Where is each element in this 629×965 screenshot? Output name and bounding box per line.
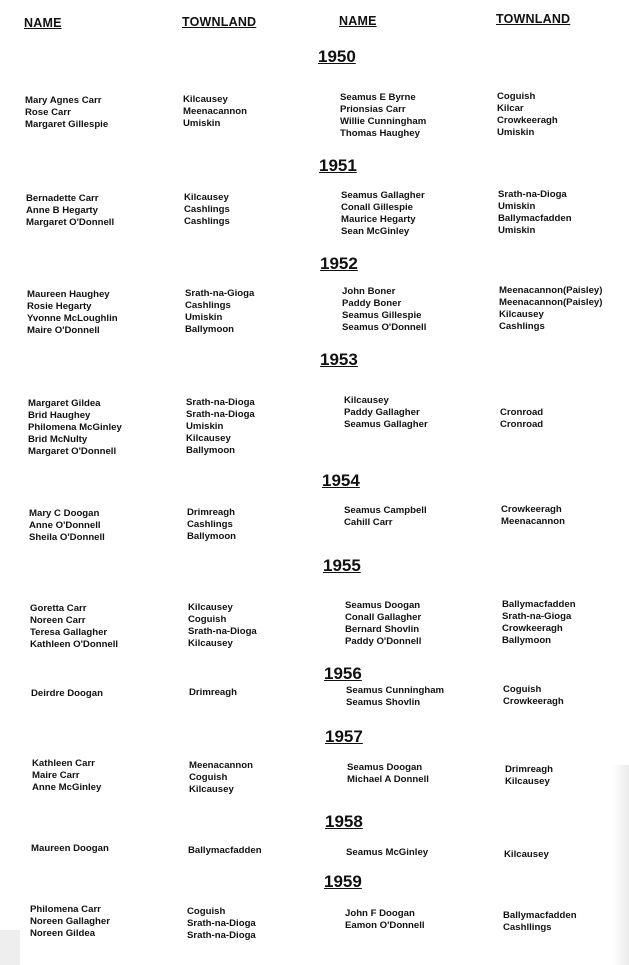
names-right	[340, 92, 426, 140]
names-left	[31, 843, 109, 855]
names-right	[346, 847, 428, 859]
names-right	[346, 685, 444, 709]
name-entry: Anne B Hegarty	[26, 205, 98, 216]
name-entry: Sheila O'Donnell	[29, 532, 105, 543]
townlands-left	[185, 288, 254, 336]
names-right	[341, 190, 425, 238]
townland-entry: Umiskin	[498, 225, 536, 236]
townland-entry: Cashlings	[185, 300, 231, 311]
townland-entry: Cashlings	[499, 321, 545, 332]
name-entry: Mary C Doogan	[29, 508, 100, 519]
name-entry: Eamon O'Donnell	[345, 920, 425, 931]
townlands-left	[189, 687, 237, 699]
name-entry: Paddy Boner	[342, 298, 402, 309]
townland-entry: Kilcar	[497, 103, 524, 114]
townland-entry: Umiskin	[185, 312, 223, 323]
year-heading: 1956	[324, 664, 362, 683]
name-entry: Anne McGinley	[32, 782, 102, 793]
name-entry: Conall Gillespie	[341, 202, 413, 213]
townland-entry: Umiskin	[183, 118, 221, 129]
townland-entry: Kilcausey	[505, 776, 550, 787]
names-left	[26, 193, 114, 229]
name-entry: John Boner	[342, 286, 396, 297]
name-entry: Maire O'Donnell	[27, 325, 100, 336]
name-entry: John F Doogan	[345, 908, 415, 919]
name-entry: Seamus Doogan	[347, 762, 423, 773]
names-left	[28, 398, 122, 458]
townlands-left	[183, 94, 247, 130]
name-entry: Kathleen Carr	[32, 758, 95, 769]
townland-entry: Coguish	[503, 684, 542, 695]
townland-entry: Umiskin	[497, 127, 535, 138]
townland-entry	[500, 395, 543, 407]
townlands-right	[501, 504, 565, 528]
name-entry: Mary Agnes Carr	[25, 95, 102, 106]
townland-entry: Srath-na-Gioga	[502, 611, 572, 622]
townlands-left	[188, 845, 262, 857]
townland-entry: Meenacannon	[501, 516, 565, 527]
year-heading: 1950	[318, 47, 356, 66]
townland-entry: Srath-na-Dioga	[187, 918, 256, 929]
townland-entry: Drimreagh	[187, 507, 235, 518]
townlands-right	[505, 764, 553, 788]
name-entry: Margaret O'Donnell	[28, 446, 117, 457]
name-entry: Seamus McGinley	[346, 847, 429, 858]
townland-entry: Crowkeeragh	[503, 696, 564, 707]
name-entry: Conall Gallagher	[345, 612, 422, 623]
townlands-right	[498, 189, 572, 237]
name-entry: Margaret Gillespie	[25, 119, 109, 130]
name-entry: Teresa Gallagher	[30, 627, 108, 638]
names-left	[27, 289, 118, 337]
names-left	[29, 508, 105, 544]
townland-entry: Srath-na-Dioga	[186, 397, 255, 408]
townland-entry: Kilcausey	[186, 433, 231, 444]
name-entry: Seamus O'Donnell	[342, 322, 427, 333]
scan-edge-shadow	[613, 765, 629, 965]
townland-entry: Cashlings	[187, 519, 233, 530]
townland-entry: Kilcausey	[184, 192, 229, 203]
townland-entry: Srath-na-Gioga	[185, 288, 255, 299]
townland-entry: Ballymoon	[186, 445, 236, 456]
names-left	[30, 603, 118, 651]
name-entry: Thomas Haughey	[340, 128, 420, 139]
names-left	[25, 95, 108, 131]
townlands-right	[500, 395, 543, 431]
name-entry: Brid McNulty	[28, 434, 88, 445]
townland-entry: Meenacannon(Paisley)	[499, 297, 603, 308]
townland-entry: Kilcausey	[183, 94, 228, 105]
townland-entry: Ballymacfadden	[502, 599, 576, 610]
townland-entry: Crowkeeragh	[502, 623, 563, 634]
townland-entry: Umiskin	[186, 421, 224, 432]
year-heading: 1953	[320, 350, 358, 369]
name-entry: Maureen Haughey	[27, 289, 110, 300]
townland-entry: Coguish	[497, 91, 536, 102]
name-entry: Seamus E Byrne	[340, 92, 416, 103]
year-heading: 1954	[322, 471, 360, 490]
townlands-right	[503, 910, 577, 934]
townland-entry: Crowkeeragh	[497, 115, 558, 126]
townlands-right	[504, 849, 549, 861]
townland-entry: Srath-na-Dioga	[186, 409, 255, 420]
townland-entry: Ballymoon	[187, 531, 237, 542]
townland-entry: Kilcausey	[189, 784, 234, 795]
name-entry: Seamus Shovlin	[346, 697, 421, 708]
name-entry: Margaret Gildea	[28, 398, 101, 409]
name-entry: Bernard Shovlin	[345, 624, 420, 635]
year-heading: 1951	[319, 156, 357, 175]
townland-entry: Drimreagh	[505, 764, 553, 775]
year-heading: 1959	[324, 872, 362, 891]
townlands-left	[184, 192, 230, 228]
name-entry: Seamus Gillespie	[342, 310, 422, 321]
name-entry: Deirdre Doogan	[31, 688, 103, 699]
townlands-right	[503, 684, 564, 708]
name-entry: Rose Carr	[25, 107, 71, 118]
name-entry: Noreen Gildea	[30, 928, 96, 939]
names-left	[31, 688, 103, 700]
townland-entry: Cronroad	[500, 419, 544, 430]
townland-entry: Drimreagh	[189, 687, 237, 698]
name-entry: Seamus Gallagher	[344, 419, 428, 430]
name-entry: Noreen Gallagher	[30, 916, 110, 927]
name-entry: Maurice Hegarty	[341, 214, 416, 225]
townland-entry: Crowkeeragh	[501, 504, 562, 515]
townland-entry: Ballymoon	[502, 635, 552, 646]
year-heading: 1952	[320, 254, 358, 273]
header-townland-left: TOWNLAND	[182, 15, 257, 29]
names-right	[347, 762, 429, 786]
name-entry: Seamus Campbell	[344, 505, 427, 516]
name-entry: Philomena Carr	[30, 904, 101, 915]
name-entry: Noreen Carr	[30, 615, 86, 626]
names-left	[32, 758, 101, 794]
townland-entry: Kilcausey	[188, 638, 233, 649]
townland-entry: Cashlings	[184, 216, 230, 227]
name-entry: Bernadette Carr	[26, 193, 99, 204]
townlands-left	[187, 507, 236, 543]
townland-entry: Ballymacfadden	[503, 910, 577, 921]
name-entry: Seamus Cunningham	[346, 685, 445, 696]
name-entry: Sean McGinley	[341, 226, 410, 237]
name-entry: Willie Cunningham	[340, 116, 427, 127]
townland-entry: Meenacannon	[189, 760, 253, 771]
name-entry: Cahill Carr	[344, 517, 393, 528]
name-entry: Kilcausey	[344, 395, 389, 406]
townland-entry: Umiskin	[498, 201, 536, 212]
names-left	[30, 904, 110, 940]
name-entry: Margaret O'Donnell	[26, 217, 115, 228]
scan-corner-shadow	[0, 930, 20, 965]
townland-entry: Ballymoon	[185, 324, 235, 335]
townlands-right	[497, 91, 558, 139]
townland-entry: Srath-na-Dioga	[187, 930, 256, 941]
name-entry: Maureen Doogan	[31, 843, 109, 854]
header-name-left: NAME	[24, 16, 62, 30]
townland-entry: Coguish	[188, 614, 227, 625]
townland-entry: Cashllings	[503, 922, 552, 933]
header-townland-right: TOWNLAND	[496, 12, 571, 26]
header-name-right: NAME	[339, 14, 377, 28]
townland-entry: Srath-na-Dioga	[188, 626, 257, 637]
name-entry: Philomena McGinley	[28, 422, 122, 433]
townland-entry: Kilcausey	[499, 309, 544, 320]
townlands-left	[186, 397, 255, 457]
names-right	[345, 600, 421, 648]
townlands-right	[502, 599, 576, 647]
name-entry: Seamus Doogan	[345, 600, 421, 611]
townland-entry: Kilcausey	[504, 849, 549, 860]
year-heading: 1957	[325, 727, 363, 746]
townland-entry: Coguish	[187, 906, 226, 917]
name-entry: Seamus Gallagher	[341, 190, 425, 201]
names-right	[342, 286, 426, 334]
townland-entry: Meenacannon(Paisley)	[499, 285, 603, 296]
name-entry: Paddy Gallagher	[344, 407, 420, 418]
townland-entry: Meenacannon	[183, 106, 247, 117]
townland-entry: Coguish	[189, 772, 228, 783]
name-entry: Rosie Hegarty	[27, 301, 92, 312]
townlands-left	[187, 906, 256, 942]
townland-entry: Kilcausey	[188, 602, 233, 613]
name-entry: Brid Haughey	[28, 410, 91, 421]
year-heading: 1955	[323, 556, 361, 575]
year-heading: 1958	[325, 812, 363, 831]
townland-entry: Srath-na-Dioga	[498, 189, 567, 200]
name-entry: Prionsias Carr	[340, 104, 406, 115]
townlands-left	[189, 760, 253, 796]
names-right	[345, 908, 425, 932]
name-entry: Kathleen O'Donnell	[30, 639, 119, 650]
townlands-left	[188, 602, 257, 650]
townland-entry: Cronroad	[500, 407, 544, 418]
name-entry: Paddy O'Donnell	[345, 636, 422, 647]
names-right	[344, 395, 428, 431]
name-entry: Anne O'Donnell	[29, 520, 101, 531]
name-entry: Yvonne McLoughlin	[27, 313, 118, 324]
townland-entry: Ballymacfadden	[188, 845, 262, 856]
name-entry: Goretta Carr	[30, 603, 87, 614]
name-entry: Michael A Donnell	[347, 774, 429, 785]
townlands-right	[499, 285, 602, 333]
names-right	[344, 505, 427, 529]
townland-entry: Ballymacfadden	[498, 213, 572, 224]
name-entry: Maire Carr	[32, 770, 80, 781]
townland-entry: Cashlings	[184, 204, 230, 215]
